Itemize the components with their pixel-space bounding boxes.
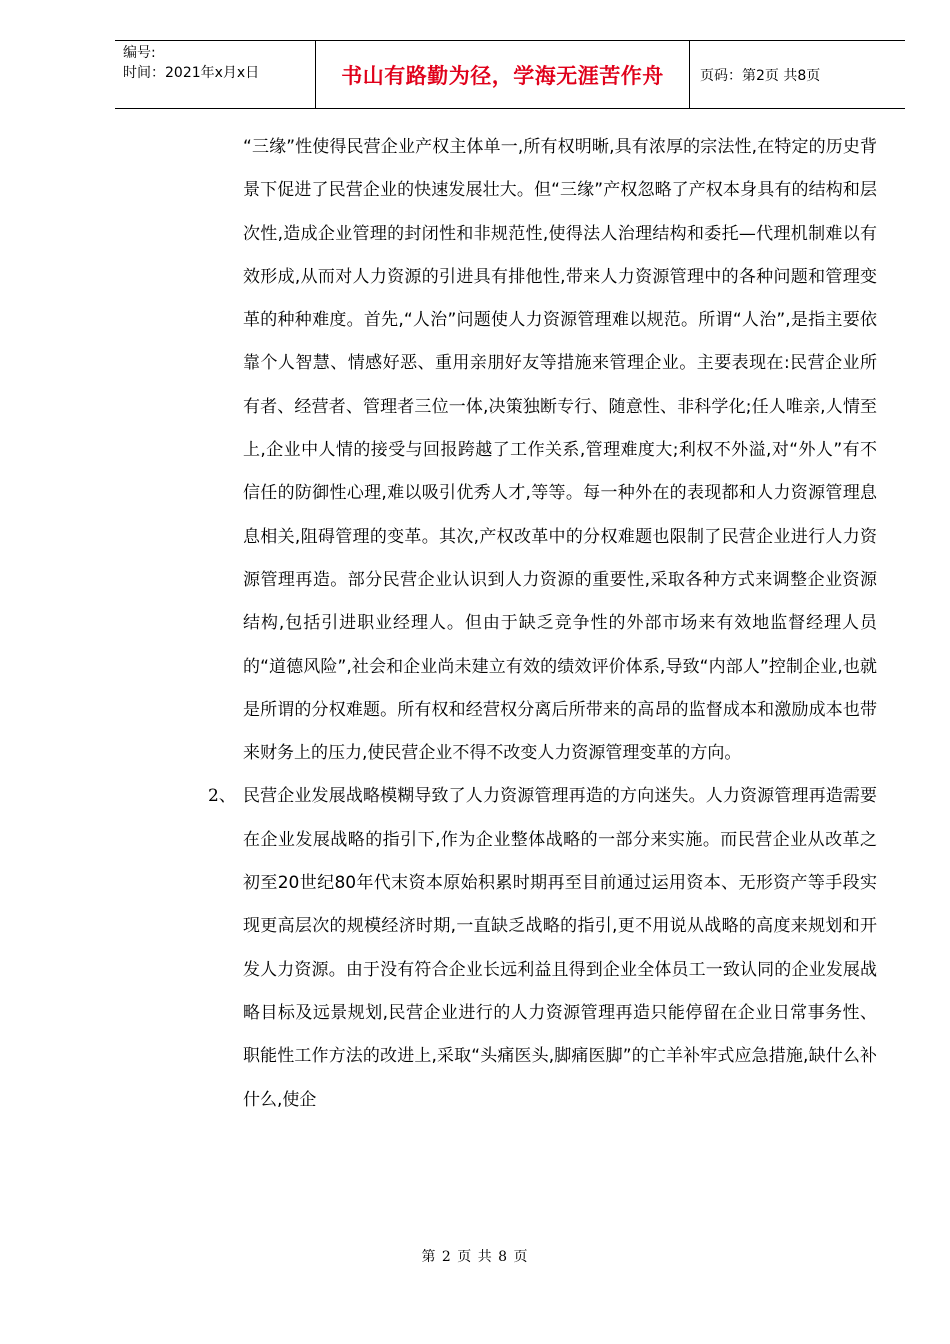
page-header <box>115 40 905 109</box>
paragraph: “三缘”性使得民营企业产权主体单一,所有权明晰,具有浓厚的宗法性,在特定的历史背景下促进了民营企业的快速发展壮大。但“三缘”产权忽略了产权本身具有的结构和层次性,造成企业管理的封闭性和非规范性,使得法人治理结构和委托—代理机制难以有效形成,从而对人力资源的引进具有排他性,带来人力资源管理中的各种问题和管理变革的种种难度。首先,“人治”问题使人力资源管理难以规范。所谓“人治”,是指主要依靠个人智慧、情感好恶、重用亲朋好友等措施来管理企业。主要表现在:民营企业所有者、经营者、管理者三位一体,决策独断专行、随意性、非科学化;任人唯亲,人情至上,企业中人情的接受与回报跨越了工作关系,管理难度大;利权不外溢,对“外人”有不信任的防御性心理,难以吸引优秀人才,等等。每一种外在的表现都和人力资源管理息息相关,阻碍管理的变革。其次,产权改革中的分权难题也限制了民营企业进行人力资源管理再造。部分民营企业认识到人力资源的重要性,采取各种方式来调整企业资源结构,包括引进职业经理人。但由于缺乏竞争性的外部市场来有效地监督经理人员的“道德风险”,社会和企业尚未建立有效的绩效评价体系,导致“内部人”控制企业,也就是所谓的分权难题。所有权和经营权分离后所带来的高昂的监督成本和激励成本也带来财务上的压力,使民营企业不得不改变人力资源管理变革的方向。 <box>243 137 877 764</box>
list-item-number: 2、 <box>208 786 236 807</box>
list-item <box>208 775 877 1121</box>
list-item-text: 民营企业发展战略模糊导致了人力资源管理再造的方向迷失。人力资源管理再造需要在企业发展战略的指引下,作为企业整体战略的一部分来实施。而民营企业从改革之初至20世纪80年代末资本原始积累时期再至目前通过运用资本、无形资产等手段实现更高层次的规模经济时期,一直缺乏战略的指引,更不用说从战略的高度来规划和开发人力资源。由于没有符合企业长远利益且得到企业全体员工一致认同的企业发展战略目标及远景规划,民营企业进行的人力资源管理再造只能停留在企业日常事务性、职能性工作方法的改进上,采取“头痛医头,脚痛医脚”的亡羊补牢式应急措施,缺什么补什么,使企 <box>243 786 877 1110</box>
page-footer: 第 2 页 共 8 页 <box>421 1249 529 1265</box>
time-label: 时间：2021年x月x日 <box>123 65 260 81</box>
header-meta <box>115 41 316 108</box>
header-motto: 书山有路勤为径，学海无涯苦作舟 <box>316 41 690 108</box>
number-label: 编号: <box>123 45 156 61</box>
header-page-info: 页码：第2页 共8页 <box>700 67 821 84</box>
document-body <box>208 126 877 1122</box>
